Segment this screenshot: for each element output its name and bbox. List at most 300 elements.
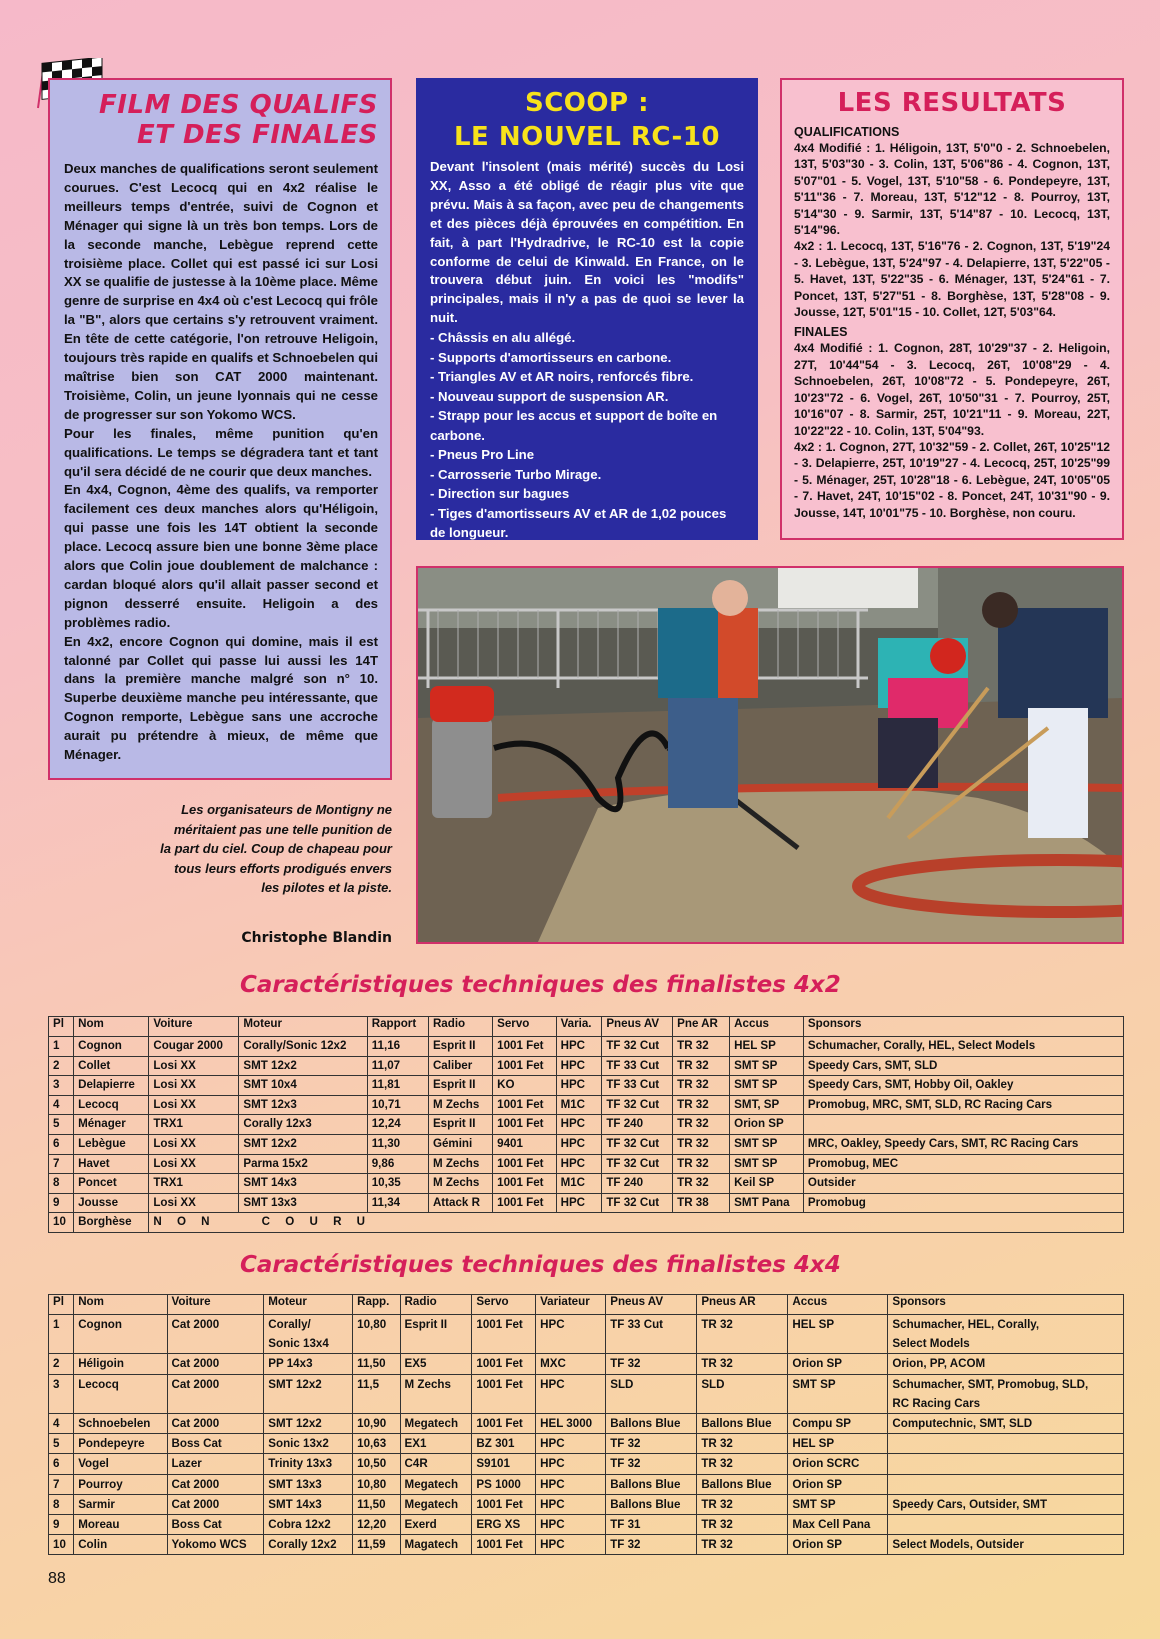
results-box — [780, 78, 1124, 540]
scoop-list-item: - Tiges d'amortisseurs AV et AR de 1,02 pouces de longueur. — [430, 505, 727, 541]
table-row — [49, 1115, 1124, 1135]
table-cell: Cat 2000 — [167, 1354, 264, 1374]
film-title — [64, 90, 378, 150]
table-cell: 1001 Fet — [493, 1037, 556, 1057]
scoop-list-item: - Châssis en alu allégé. — [430, 330, 576, 346]
table-cell: 11,5 — [353, 1374, 400, 1413]
table-cell: 1001 Fet — [493, 1115, 556, 1135]
fin-4x4-label: 4x4 Modifié : — [794, 341, 873, 356]
table-cell: Borghèse — [74, 1213, 149, 1233]
table-cell: TF 33 Cut — [602, 1056, 673, 1076]
table-cell: HPC — [556, 1134, 602, 1154]
table-cell: 10 — [49, 1213, 74, 1233]
table-cell: TR 32 — [697, 1515, 788, 1535]
table-cell: TR 32 — [673, 1056, 730, 1076]
table-cell: Gémini — [428, 1134, 492, 1154]
table-cell: HPC — [536, 1535, 606, 1555]
table-cell: Jousse — [74, 1193, 149, 1213]
table-cell: Select Models, Outsider — [888, 1535, 1124, 1555]
col-header: Voiture — [149, 1017, 239, 1037]
table-cell: 1001 Fet — [472, 1374, 536, 1413]
table-cell: 9 — [49, 1193, 74, 1213]
table-cell: Esprit II — [428, 1115, 492, 1135]
film-title-line-1: FILM DES QUALIFS — [99, 90, 378, 120]
table-cell: M Zechs — [428, 1174, 492, 1194]
table-cell: M Zechs — [428, 1154, 492, 1174]
table-cell: M Zechs — [400, 1374, 472, 1413]
table-row — [49, 1056, 1124, 1076]
table-cell: PP 14x3 — [264, 1354, 353, 1374]
table-cell: SMT SP — [788, 1374, 888, 1413]
table-cell: 1001 Fet — [493, 1154, 556, 1174]
table-cell: 9401 — [493, 1134, 556, 1154]
table-cell: C4R — [400, 1454, 472, 1474]
table-cell: HPC — [536, 1515, 606, 1535]
col-header: Radio — [428, 1017, 492, 1037]
table-cell: TF 32 Cut — [602, 1154, 673, 1174]
table-cell: HEL SP — [730, 1037, 804, 1057]
scoop-intro: Devant l'insolent (mais mérité) succès du Losi XX, Asso a été obligé de réagir plus vite que prévu. Mais à sa façon, avec peu de changements et des pièces déjà éprouvées en compétition. En fait, à part l'Hydradrive, le RC-10 est la copie conforme de celui de Kinwald. En France, on le trouvera début juin. En voici les "modifs" principales, mais il n'y a pas de quoi se lever la nuit. — [430, 159, 744, 326]
table-cell: TF 31 — [606, 1515, 697, 1535]
table-cell: Speedy Cars, SMT, Hobby Oil, Oakley — [803, 1076, 1123, 1096]
table-cell: 2 — [49, 1056, 74, 1076]
table-cell: 1 — [49, 1315, 74, 1354]
table-cell: 11,34 — [367, 1193, 428, 1213]
scoop-list-item: - Pneus Pro Line — [430, 447, 535, 463]
table-cell: Caliber — [428, 1056, 492, 1076]
table-cell: Max Cell Pana — [788, 1515, 888, 1535]
qual-4x4-label: 4x4 Modifié : — [794, 141, 871, 155]
table-cell: Exerd — [400, 1515, 472, 1535]
table-cell: Lecocq — [74, 1095, 149, 1115]
table-cell: Esprit II — [400, 1315, 472, 1354]
qual-4x4-text: 1. Héligoin, 13T, 5'0"0 - 2. Schnoebelen, 13T, 5'03"30 - 3. Colin, 13T, 5'06"86 - 4. Cognon, 13T, 5'07"01 - 5. Vogel, 13T, 5'10"58 - 6. Pondepeyre, 13T, 5'11"36 - 7. Moreau, 13T, 5'12"12 - 8. Pourroy, 13T, 5'14"30 - 9. Sarmir, 13T, 5'14"87 - 10. Lecocq, 13T, 5'14"96. — [794, 141, 1110, 238]
table-cell: Schumacher, Corally, HEL, Select Models — [803, 1037, 1123, 1057]
table-cell: TF 32 Cut — [602, 1134, 673, 1154]
col-header: Servo — [472, 1295, 536, 1315]
table-cell: 10 — [49, 1535, 74, 1555]
table-cell: TR 32 — [673, 1154, 730, 1174]
track-photo — [416, 566, 1124, 944]
table-cell: TR 38 — [673, 1193, 730, 1213]
table-cell: Corally/Sonic 12x2 — [239, 1037, 367, 1057]
col-header: Nom — [74, 1017, 149, 1037]
table-cell: Sonic 13x2 — [264, 1434, 353, 1454]
table-cell: SMT 12x3 — [239, 1095, 367, 1115]
table-cell: HPC — [536, 1434, 606, 1454]
table-cell: MXC — [536, 1354, 606, 1374]
table-row — [49, 1134, 1124, 1154]
table-cell: 1 — [49, 1037, 74, 1057]
qualifications-heading: QUALIFICATIONS — [794, 125, 900, 139]
scoop-title-line-2: LE NOUVEL RC-10 — [453, 122, 721, 152]
col-header: Radio — [400, 1295, 472, 1315]
table-cell: KO — [493, 1076, 556, 1096]
table-cell: 1001 Fet — [472, 1414, 536, 1434]
author-name: Christophe Blandin — [241, 930, 392, 946]
table-cell: TF 33 Cut — [602, 1076, 673, 1096]
table-cell: Colin — [74, 1535, 167, 1555]
table-cell: 12,24 — [367, 1115, 428, 1135]
table-row — [49, 1076, 1124, 1096]
table-cell: TR 32 — [673, 1076, 730, 1096]
col-header: Variateur — [536, 1295, 606, 1315]
table-cell: Trinity 13x3 — [264, 1454, 353, 1474]
table-cell: Computechnic, SMT, SLD — [888, 1414, 1124, 1434]
table-cell: Losi XX — [149, 1056, 239, 1076]
photo-caption: Les organisateurs de Montigny ne méritaient pas une telle punition de la part du ciel. Coup de chapeau pour tous leurs efforts prodigués envers les pilotes et la piste. — [160, 802, 392, 895]
table-cell: 11,81 — [367, 1076, 428, 1096]
table-cell: 5 — [49, 1115, 74, 1135]
table-cell: Losi XX — [149, 1076, 239, 1096]
table-row — [49, 1494, 1124, 1514]
col-header: Servo — [493, 1017, 556, 1037]
table-cell: 1001 Fet — [472, 1535, 536, 1555]
table-cell: 6 — [49, 1134, 74, 1154]
scoop-title — [430, 86, 744, 154]
table-cell: Promobug, MEC — [803, 1154, 1123, 1174]
table-cell: Orion SP — [730, 1115, 804, 1135]
scoop-list-item: - Supports d'amortisseurs en carbone. — [430, 349, 672, 365]
table-cell: Corally 12x2 — [264, 1535, 353, 1555]
table-row — [49, 1354, 1124, 1374]
finales-heading: FINALES — [794, 325, 848, 340]
table-cell: SMT 14x3 — [239, 1174, 367, 1194]
table-cell: Orion SP — [788, 1354, 888, 1374]
table-cell: TRX1 — [149, 1115, 239, 1135]
scoop-list-item: - Carrosserie Turbo Mirage. — [430, 466, 602, 482]
table-cell: TF 32 — [606, 1354, 697, 1374]
table-cell: 5 — [49, 1434, 74, 1454]
table-cell: 8 — [49, 1494, 74, 1514]
table-cell — [888, 1454, 1124, 1474]
table-cell: MRC, Oakley, Speedy Cars, SMT, RC Racing Cars — [803, 1134, 1123, 1154]
fin-4x2-text: 1. Cognon, 27T, 10'32"59 - 2. Collet, 26T, 10'25"12 - 3. Delapierre, 25T, 10'19"27 - 4. Lecocq, 25T, 10'25"99 - 5. Ménager, 25T, 10'28"18 - 6. Lebègue, 24T, 10'05"05 - 7. Havet, 24T, 10'15"02 - 8. Poncet, 24T, 10'31"90 - 9. Jousse, 14T, 10'01"75 - 10. Borghèse, non couru. — [794, 439, 1111, 520]
table-cell: TF 33 Cut — [606, 1315, 697, 1354]
table-cell: HPC — [556, 1076, 602, 1096]
table-cell: SMT 12x2 — [264, 1414, 353, 1434]
table-cell: Orion, PP, ACOM — [888, 1354, 1124, 1374]
table-cell: S9101 — [472, 1454, 536, 1474]
table-cell: PS 1000 — [472, 1474, 536, 1494]
table-cell: Havet — [74, 1154, 149, 1174]
table-cell: Speedy Cars, Outsider, SMT — [888, 1494, 1124, 1514]
table-cell: TR 32 — [673, 1037, 730, 1057]
table-cell: Lazer — [167, 1454, 264, 1474]
table-cell: Schumacher, SMT, Promobug, SLD, RC Racing Cars — [888, 1374, 1124, 1413]
col-header: Rapp. — [353, 1295, 400, 1315]
table-cell: SMT 12x2 — [264, 1374, 353, 1413]
table-cell: SMT SP — [730, 1076, 804, 1096]
table-cell: Ménager — [74, 1115, 149, 1135]
table-cell: TF 32 Cut — [602, 1193, 673, 1213]
table-cell: Losi XX — [149, 1154, 239, 1174]
table-cell: Lebègue — [74, 1134, 149, 1154]
table-cell: SMT Pana — [730, 1193, 804, 1213]
scoop-list-item: - Strapp pour les accus et support de boîte en carbone. — [430, 408, 718, 443]
col-header: Nom — [74, 1295, 167, 1315]
table-cell: HPC — [536, 1494, 606, 1514]
table-cell: BZ 301 — [472, 1434, 536, 1454]
table-cell: Losi XX — [149, 1095, 239, 1115]
table-cell: SMT 14x3 — [264, 1494, 353, 1514]
table-cell: Boss Cat — [167, 1434, 264, 1454]
col-header: Accus — [788, 1295, 888, 1315]
table-cell: 10,80 — [353, 1315, 400, 1354]
table-cell: Schnoebelen — [74, 1414, 167, 1434]
qual-4x2-label: 4x2 : — [794, 239, 823, 254]
film-paragraph: En 4x2, encore Cognon qui domine, mais il est talonné par Collet qui passe lui aussi les 14T dans la première manche malgré son n° 10. Superbe deuxième manche peu intéressante, que Cognon remporte, Lebègue sans une accroche aurait pu prétendre à mieux, de même que Ménager. — [64, 633, 378, 763]
table-4x4-title: Caractéristiques techniques des finalistes 4x4 — [240, 1252, 841, 1278]
film-article-box — [48, 78, 392, 780]
table-cell: SMT 13x3 — [264, 1474, 353, 1494]
table-cell: Ballons Blue — [606, 1414, 697, 1434]
table-cell: Magatech — [400, 1535, 472, 1555]
table-cell: Boss Cat — [167, 1515, 264, 1535]
col-header: Rapport — [367, 1017, 428, 1037]
table-header-row — [49, 1017, 1124, 1037]
table-cell: TF 32 — [606, 1535, 697, 1555]
table-cell: HPC — [556, 1056, 602, 1076]
table-cell: Cat 2000 — [167, 1414, 264, 1434]
table-4x4 — [48, 1294, 1124, 1555]
table-row — [49, 1213, 1124, 1233]
table-cell: SMT 13x3 — [239, 1193, 367, 1213]
col-header: Sponsors — [888, 1295, 1124, 1315]
table-cell: Compu SP — [788, 1414, 888, 1434]
col-header: Pne AR — [673, 1017, 730, 1037]
results-title: LES RESULTATS — [837, 88, 1067, 118]
table-cell: Corally 12x3 — [239, 1115, 367, 1135]
table-cell: SMT SP — [730, 1056, 804, 1076]
table-cell: EX5 — [400, 1354, 472, 1374]
table-4x2-title: Caractéristiques techniques des finalistes 4x2 — [240, 972, 841, 998]
table-cell: Ballons Blue — [697, 1414, 788, 1434]
table-row — [49, 1193, 1124, 1213]
qual-4x4-results — [794, 140, 1110, 238]
table-cell: TR 32 — [673, 1095, 730, 1115]
table-cell: HPC — [556, 1193, 602, 1213]
fin-4x4-text: 1. Cognon, 28T, 10'29"37 - 2. Heligoin, 27T, 10'44"54 - 3. Lecocq, 26T, 10'08"29 - 4. Schnoebelen, 26T, 10'08"72 - 5. Pondepeyre, 26T, 10'23"72 - 6. Vogel, 26T, 10'50"31 - 7. Pourroy, 25T, 10'16"07 - 8. Sarmir, 25T, 10'21"11 - 9. Moreau, 22T, 10'22"22 - 10. Colin, 13T, 5'04"93. — [794, 341, 1110, 438]
track-photo-illustration — [418, 568, 1122, 942]
table-cell: Orion SCRC — [788, 1454, 888, 1474]
col-header: Pneus AV — [602, 1017, 673, 1037]
table-cell: Delapierre — [74, 1076, 149, 1096]
table-cell: M Zechs — [428, 1095, 492, 1115]
fin-4x4-results — [794, 340, 1110, 438]
table-cell: Promobug — [803, 1193, 1123, 1213]
table-cell: TF 240 — [602, 1174, 673, 1194]
table-cell: Speedy Cars, SMT, SLD — [803, 1056, 1123, 1076]
table-cell: Cat 2000 — [167, 1315, 264, 1354]
table-cell: Promobug, MRC, SMT, SLD, RC Racing Cars — [803, 1095, 1123, 1115]
table-cell: Parma 15x2 — [239, 1154, 367, 1174]
table-cell: SMT 10x4 — [239, 1076, 367, 1096]
table-cell: Keil SP — [730, 1174, 804, 1194]
table-cell — [888, 1434, 1124, 1454]
table-cell: SMT, SP — [730, 1095, 804, 1115]
table-cell: TR 32 — [673, 1174, 730, 1194]
table-cell: HPC — [556, 1154, 602, 1174]
table-cell: Ballons Blue — [606, 1474, 697, 1494]
table-cell: M1C — [556, 1095, 602, 1115]
table-cell: M1C — [556, 1174, 602, 1194]
table-cell: Losi XX — [149, 1193, 239, 1213]
table-cell: Megatech — [400, 1494, 472, 1514]
table-cell: 1001 Fet — [472, 1494, 536, 1514]
table-cell: HPC — [536, 1474, 606, 1494]
table-cell: Ballons Blue — [606, 1494, 697, 1514]
table-cell: TR 32 — [697, 1494, 788, 1514]
table-row — [49, 1414, 1124, 1434]
table-cell: Lecocq — [74, 1374, 167, 1413]
table-cell: HPC — [556, 1115, 602, 1135]
scoop-title-line-1: SCOOP : — [524, 88, 650, 118]
fin-4x2-label: 4x2 : — [794, 439, 822, 454]
table-cell: HPC — [556, 1037, 602, 1057]
table-cell: 11,16 — [367, 1037, 428, 1057]
table-header-row — [49, 1295, 1124, 1315]
table-row — [49, 1315, 1124, 1354]
scoop-list-item: - Direction sur bagues — [430, 486, 570, 502]
table-cell: Esprit II — [428, 1076, 492, 1096]
table-cell: Corally/ Sonic 13x4 — [264, 1315, 353, 1354]
table-cell: 10,63 — [353, 1434, 400, 1454]
table-cell: 1001 Fet — [493, 1193, 556, 1213]
table-cell: HEL 3000 — [536, 1414, 606, 1434]
table-cell: TF 32 Cut — [602, 1095, 673, 1115]
table-cell: Schumacher, HEL, Corally, Select Models — [888, 1315, 1124, 1354]
table-row — [49, 1374, 1124, 1413]
table-cell: 1001 Fet — [472, 1354, 536, 1374]
col-header: Accus — [730, 1017, 804, 1037]
table-cell: 11,30 — [367, 1134, 428, 1154]
table-cell: Megatech — [400, 1474, 472, 1494]
table-cell: SLD — [606, 1374, 697, 1413]
table-cell: Moreau — [74, 1515, 167, 1535]
table-cell: 1001 Fet — [493, 1095, 556, 1115]
col-header: Pl — [49, 1295, 74, 1315]
table-cell: Ballons Blue — [697, 1474, 788, 1494]
table-cell: Megatech — [400, 1414, 472, 1434]
table-cell: 1001 Fet — [493, 1174, 556, 1194]
table-cell: 1001 Fet — [472, 1315, 536, 1354]
table-cell: 10,71 — [367, 1095, 428, 1115]
table-cell: SMT SP — [730, 1134, 804, 1154]
table-cell: TF 240 — [602, 1115, 673, 1135]
col-header: Pneus AR — [697, 1295, 788, 1315]
table-row — [49, 1095, 1124, 1115]
table-cell: HEL SP — [788, 1434, 888, 1454]
table-cell: TR 32 — [673, 1115, 730, 1135]
fin-4x2-results — [794, 439, 1110, 521]
table-row — [49, 1434, 1124, 1454]
table-cell: Pondepeyre — [74, 1434, 167, 1454]
table-cell: Cat 2000 — [167, 1474, 264, 1494]
table-cell: Orion SP — [788, 1474, 888, 1494]
table-row — [49, 1037, 1124, 1057]
table-cell: Cougar 2000 — [149, 1037, 239, 1057]
table-cell: 4 — [49, 1414, 74, 1434]
table-cell: 6 — [49, 1454, 74, 1474]
table-cell: 3 — [49, 1374, 74, 1413]
table-cell: 11,50 — [353, 1494, 400, 1514]
table-cell: Cognon — [74, 1037, 149, 1057]
scoop-list-item: - Nouveau support de suspension AR. — [430, 388, 669, 404]
table-cell: Héligoin — [74, 1354, 167, 1374]
table-cell: TR 32 — [697, 1354, 788, 1374]
table-cell: 11,50 — [353, 1354, 400, 1374]
table-row — [49, 1154, 1124, 1174]
table-cell: TF 32 Cut — [602, 1037, 673, 1057]
table-cell: 7 — [49, 1154, 74, 1174]
table-row — [49, 1174, 1124, 1194]
film-paragraph: En 4x4, Cognon, 4ème des qualifs, va remporter facilement ces deux manches alors qu'Héligoin, qui passe une fois les 14T obtient la seconde place. Lecocq assure bien une bonne 3ème place alors que Colin joue doublement de malchance : cardan bloqué alors qu'il allait passer second et pignon desserré ensuite. Heligoin a des problèmes radio. — [64, 482, 378, 630]
table-cell: 10,50 — [353, 1454, 400, 1474]
table-cell: Cat 2000 — [167, 1374, 264, 1413]
table-4x2 — [48, 1016, 1124, 1233]
table-cell: Vogel — [74, 1454, 167, 1474]
film-paragraph: Deux manches de qualifications seront seulement courues. C'est Lecocq qui en 4x2 réalise le meilleurs temps d'entrée, suivi de Cognon et Ménager qui signe là un très bon temps. Lors de la seconde manche, Lebègue reprend cette troisième place. Collet qui est passé ici sur Losi XX se qualifie de justesse à la 10ème place. Même genre de surprise en 4x4 où c'est Lecocq qui frôle la "B", alors que certains s'y retrouvent vraiment. En tête de cette catégorie, l'on retrouve Heligoin, toujours très rapide en qualifs et Schnoebelen qui maîtrise bien son CAT 2000 maintenant. Troisième, Colin, un jeune lyonnais qui ne cesse de progresser sur son Yokomo WCS. — [64, 161, 378, 422]
table-cell — [888, 1474, 1124, 1494]
col-header: Voiture — [167, 1295, 264, 1315]
table-cell: 8 — [49, 1174, 74, 1194]
table-cell: 2 — [49, 1354, 74, 1374]
table-cell: HPC — [536, 1454, 606, 1474]
table-cell: 3 — [49, 1076, 74, 1096]
qual-4x2-text: 1. Lecocq, 13T, 5'16"76 - 2. Cognon, 13T, 5'19"24 - 3. Lebègue, 13T, 5'24"97 - 4. Delapierre, 13T, 5'22"05 - 5. Havet, 13T, 5'22"35 - 6. Ménager, 13T, 5'24"61 - 7. Poncet, 13T, 5'27"51 - 8. Borghèse, 13T, 5'28"08 - 9. Jousse, 12T, 5'01"15 - 10. Collet, 12T, 5'03"64. — [794, 239, 1110, 320]
table-cell: TR 32 — [697, 1454, 788, 1474]
table-cell: 7 — [49, 1474, 74, 1494]
qual-4x2-results — [794, 238, 1110, 320]
table-cell: 10,35 — [367, 1174, 428, 1194]
table-cell: TRX1 — [149, 1174, 239, 1194]
table-cell — [803, 1115, 1123, 1135]
table-cell: Cognon — [74, 1315, 167, 1354]
table-cell: Yokomo WCS — [167, 1535, 264, 1555]
col-header: Moteur — [239, 1017, 367, 1037]
table-cell: SMT SP — [730, 1154, 804, 1174]
scoop-article-box — [416, 78, 758, 540]
col-header: Pl — [49, 1017, 74, 1037]
col-header: Varia. — [556, 1017, 602, 1037]
table-cell: SLD — [697, 1374, 788, 1413]
table-cell: 9,86 — [367, 1154, 428, 1174]
table-row — [49, 1515, 1124, 1535]
table-cell: 10,80 — [353, 1474, 400, 1494]
table-cell: TR 32 — [697, 1535, 788, 1555]
table-row — [49, 1535, 1124, 1555]
table-cell: SMT 12x2 — [239, 1056, 367, 1076]
table-cell: 1001 Fet — [493, 1056, 556, 1076]
table-cell: ERG XS — [472, 1515, 536, 1535]
table-cell: Poncet — [74, 1174, 149, 1194]
table-cell: TF 32 — [606, 1454, 697, 1474]
table-cell: 11,59 — [353, 1535, 400, 1555]
table-cell: 10,90 — [353, 1414, 400, 1434]
table-cell: Sarmir — [74, 1494, 167, 1514]
table-cell: HEL SP — [788, 1315, 888, 1354]
table-cell: 9 — [49, 1515, 74, 1535]
table-cell: 11,07 — [367, 1056, 428, 1076]
table-cell: TR 32 — [673, 1134, 730, 1154]
table-cell: Attack R — [428, 1193, 492, 1213]
table-cell: TR 32 — [697, 1315, 788, 1354]
table-cell: Losi XX — [149, 1134, 239, 1154]
scoop-list-item: - Triangles AV et AR noirs, renforcés fibre. — [430, 369, 694, 385]
table-cell: SMT 12x2 — [239, 1134, 367, 1154]
col-header: Pneus AV — [606, 1295, 697, 1315]
